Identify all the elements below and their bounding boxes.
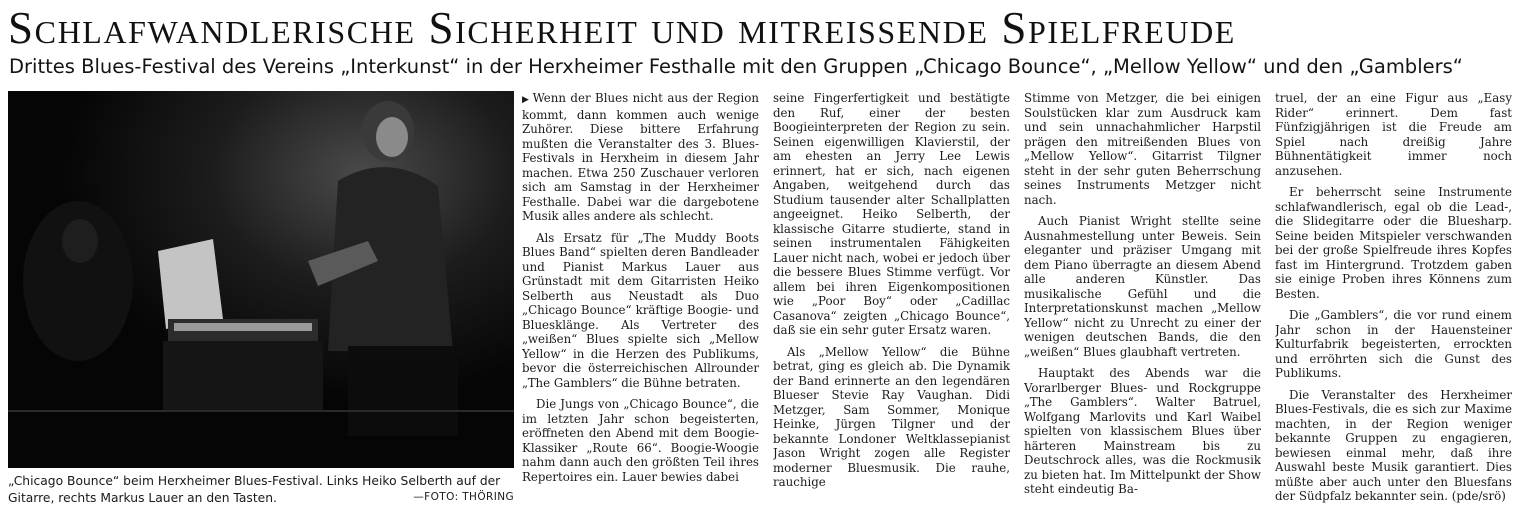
paragraph: Stimme von Metzger, die bei einigen Soulstücken klar zum Ausdruck kam und sein unnachahmlicher Harpstil prägen den mitreißenden Blues von „Mellow Yellow“. Gitarrist Tilgner steht in der sehr guten Beherrschung seines Instruments Metzger nicht nach.	[1024, 91, 1261, 207]
paragraph: Als Ersatz für „The Muddy Boots Blues Band“ spielten deren Bandleader und Pianist Markus Lauer aus Grünstadt mit dem Gitarristen Heiko Selberth aus Neustadt als Duo „Chicago Bounce“ kräftige Boogie- und Bluesklänge. Als Vertreter des „weißen“ Blues spielte sich „Mellow Yellow“ in die Herzen des Publikums, bevor die österreichischen Allrounder „The Gamblers“ die Bühne betraten.	[522, 230, 759, 390]
paragraph: Als „Mellow Yellow“ die Bühne betrat, ging es gleich ab. Die Dynamik der Band erinnerte an den legendären Blueser Stevie Ray Vaughan. Didi Metzger, Sam Sommer, Monique Heinke, Jürgen Tilgner und der bekannte Londoner Weltklassepianist Jason Wright zogen alle Register moderner Bluesmusik. Die rauhe, rauchige	[773, 344, 1010, 489]
headline: Schlafwandlerische Sicherheit und mitreissende Spielfreude	[8, 3, 1236, 53]
paragraph: seine Fingerfertigkeit und bestätigte den Ruf, einer der besten Boogieinterpreten der Region zu sein. Seinen eigenwilligen Klavierstil, der am ehesten an Jerry Lee Lewis erinnert, hat er sich, nach eigenen Angaben, weitgehend durch das Studium tausender alter Schallplatten angeeignet. Heiko Selberth, der klassische Gitarre studierte, stand in seinen instrumentalen Fähigkeiten Lauer nicht nach, wobei er jedoch über die bessere Blues Stimme verfügt. Vor allem bei ihren Eigenkompositionen wie „Poor Boy“ oder „Cadillac Casanova“ zeigten „Chicago Bounce“, daß sie ein sehr guter Ersatz waren.	[773, 91, 1010, 337]
photo-caption	[8, 473, 514, 507]
article-column-2	[773, 91, 1010, 511]
paragraph: Die „Gamblers“, die vor rund einem Jahr schon in der Hauensteiner Kulturfabrik begeisterten, errockten und erröhrten sich die Gunst des Publikums.	[1275, 308, 1512, 380]
paragraph-start-icon: ▶	[522, 95, 530, 105]
concert-photo	[8, 91, 514, 468]
paragraph: Die Jungs von „Chicago Bounce“, die im letzten Jahr schon begeisterten, eröffneten den Abend mit dem Boogie-Klassiker „Route 66“. Boogie-Woogie nahm dann auch den größten Teil ihres Repertoires ein. Lauer bewies dabei	[522, 397, 759, 484]
paragraph: Er beherrscht seine Instrumente schlafwandlerisch, egal ob die Lead-, die Slidegitarre oder die Bluesharp. Seine beiden Mitspieler verschwanden bei der große Spielfreude ihres Kopfes fast im Hintergrund. Trotzdem gaben sie einige Proben ihres Könnens zum Besten.	[1275, 185, 1512, 301]
paragraph: Die Veranstalter des Herxheimer Blues-Festivals, die es sich zur Maxime machten, in der Region weniger bekannte Gruppen zu engagieren, bewiesen einmal mehr, daß ihre Auswahl beste Musik garantiert. Dies müßte aber auch unter den Bluesfans der Südpfalz bekannter sein. (pde/srö)	[1275, 387, 1512, 503]
article-column-4	[1275, 91, 1512, 511]
caption-text: „Chicago Bounce“ beim Herxheimer Blues-Festival. Links Heiko Selberth auf der Gitarre, rechts Markus Lauer an den Tasten.	[8, 474, 501, 505]
paragraph: Hauptakt des Abends war die Vorarlberger Blues- und Rockgruppe „The Gamblers“. Walter Batruel, Wolfgang Marlovits und Karl Waibel spielten von klassischem Blues über härteren Mainstream bis zu Deutschrock alles, was die Rockmusik zu bieten hat. Im Mittelpunkt der Show steht eindeutig Ba-	[1024, 366, 1261, 496]
photo-credit: —FOTO: THÖRING	[413, 491, 514, 503]
paragraph: Auch Pianist Wright stellte seine Ausnahmestellung unter Beweis. Sein eleganter und präziser Umgang mit dem Piano überragte an diesem Abend alle anderen Künstler. Das musikalische Gefühl und die Interpretationskunst machen „Mellow Yellow“ nicht zu Unrecht zu einer der wenigen deutschen Bands, die den „weißen“ Blues glaubhaft vertreten.	[1024, 214, 1261, 359]
article-column-3	[1024, 91, 1261, 511]
article-column-1	[522, 91, 759, 511]
paragraph-text: Wenn der Blues nicht aus der Region kommt, dann kommen auch wenige Zuhörer. Diese bittere Erfahrung mußten die Veranstalter des 3. Blues-Festivals in Herxheim in diesem Jahr machen. Etwa 250 Zuschauer verloren sich am Samstag in der Herxheimer Festhalle. Dabei war die dargebotene Musik alles andere als schlecht.	[522, 91, 759, 223]
subheadline: Drittes Blues-Festival des Vereins „Interkunst“ in der Herxheimer Festhalle mit den Gruppen „Chicago Bounce“, „Mellow Yellow“ und den „Gamblers“	[9, 55, 1463, 78]
paragraph: truel, der an eine Figur aus „Easy Rider“ erinnert. Dem fast Fünfzigjährigen ist die Freude am Spiel nach dreißig Jahre Bühnentätigkeit immer noch anzusehen.	[1275, 91, 1512, 178]
paragraph	[522, 91, 759, 224]
